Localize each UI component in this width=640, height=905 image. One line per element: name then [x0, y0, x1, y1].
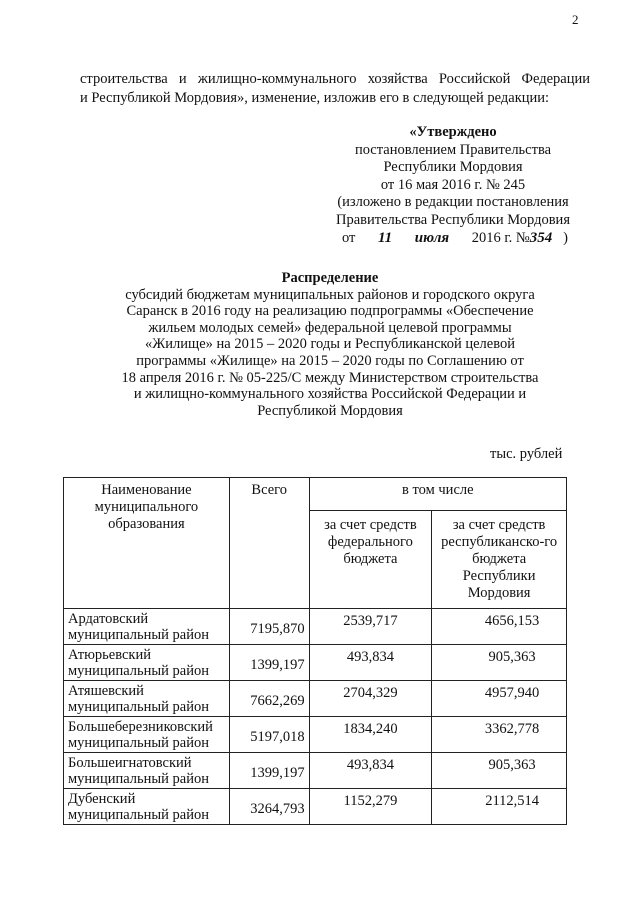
date-close: ) [563, 229, 568, 246]
approved-line-5: Правительства Республики Мордовия [336, 211, 570, 228]
subsidy-table [63, 477, 567, 825]
distribution-line: субсидий бюджетам муниципальных районов и городского округа [125, 286, 535, 303]
cell-name: Большеигнатовский муниципальный район [64, 753, 230, 789]
distribution-line: Республикой Мордовия [257, 402, 403, 419]
cell-federal: 2539,717 [309, 609, 432, 645]
header-name: Наименование муниципального образования [64, 478, 230, 609]
approved-line-2: Республики Мордовия [383, 159, 523, 176]
distribution-line: «Жилище» на 2015 – 2020 годы и Республиканской целевой [145, 336, 515, 353]
intro-line-1: строительства и жилищно-коммунального хозяйства Российской Федерации [80, 71, 590, 87]
distribution-line: жильем молодых семей» федеральной целевой программы [148, 319, 512, 336]
header-including: в том числе [309, 478, 566, 511]
cell-total: 5197,018 [229, 717, 309, 753]
cell-total: 7195,870 [229, 609, 309, 645]
header-total: Всего [229, 478, 309, 609]
distribution-line: программы «Жилище» на 2015 – 2020 годы по Соглашению от [136, 352, 524, 369]
date-year-number [472, 230, 568, 248]
page-number: 2 [572, 12, 579, 27]
cell-republic: 905,363 [432, 753, 567, 789]
cell-republic: 4957,940 [432, 681, 567, 717]
cell-republic: 905,363 [432, 645, 567, 681]
cell-federal: 2704,329 [309, 681, 432, 717]
header-republic: за счет средств республиканско-го бюджета Республики Мордовия [432, 511, 567, 609]
header-federal: за счет средств федерального бюджета [309, 511, 432, 609]
cell-republic: 2112,514 [432, 789, 567, 825]
cell-name: Атяшевский муниципальный район [64, 681, 230, 717]
cell-total: 7662,269 [229, 681, 309, 717]
cell-name: Дубенский муниципальный район [64, 789, 230, 825]
table-row [64, 789, 567, 825]
table-row [64, 609, 567, 645]
approved-date-line [318, 230, 588, 248]
table-row [64, 753, 567, 789]
approved-line-1: постановлением Правительства [354, 141, 552, 158]
cell-name: Большеберезниковский муниципальный район [64, 717, 230, 753]
date-prefix: от [342, 229, 356, 246]
resolution-number: 354 [529, 229, 553, 246]
date-year: 2016 г. № [471, 229, 530, 246]
distribution-line: Саранск в 2016 году на реализацию подпрограммы «Обеспечение [126, 303, 534, 320]
table-row [64, 717, 567, 753]
cell-republic: 4656,153 [432, 609, 567, 645]
cell-total: 1399,197 [229, 753, 309, 789]
cell-republic: 3362,778 [432, 717, 567, 753]
table-row [64, 681, 567, 717]
distribution-heading [95, 270, 565, 419]
intro-paragraph [80, 70, 590, 108]
approved-title: «Утверждено [409, 124, 497, 140]
distribution-line: 18 апреля 2016 г. № 05-225/С между Министерством строительства [121, 369, 539, 386]
distribution-title: Распределение [281, 270, 379, 286]
cell-total: 3264,793 [229, 789, 309, 825]
approved-line-3: от 16 мая 2016 г. № 245 [380, 176, 526, 193]
units-label: тыс. рублей [490, 446, 563, 462]
cell-name: Атюрьевский муниципальный район [64, 645, 230, 681]
intro-line-2: и Республикой Мордовия», изменение, изложив его в следующей редакции: [80, 90, 550, 106]
date-day: 11 [378, 229, 393, 246]
cell-total: 1399,197 [229, 645, 309, 681]
cell-federal: 493,834 [309, 753, 432, 789]
cell-federal: 1152,279 [309, 789, 432, 825]
cell-federal: 493,834 [309, 645, 432, 681]
cell-federal: 1834,240 [309, 717, 432, 753]
cell-name: Ардатовский муниципальный район [64, 609, 230, 645]
approved-line-4: (изложено в редакции постановления [337, 194, 569, 211]
table-row [64, 645, 567, 681]
approval-stamp [318, 124, 588, 247]
date-month: июля [414, 229, 450, 246]
distribution-line: и жилищно-коммунального хозяйства Российской Федерации и [133, 386, 527, 403]
